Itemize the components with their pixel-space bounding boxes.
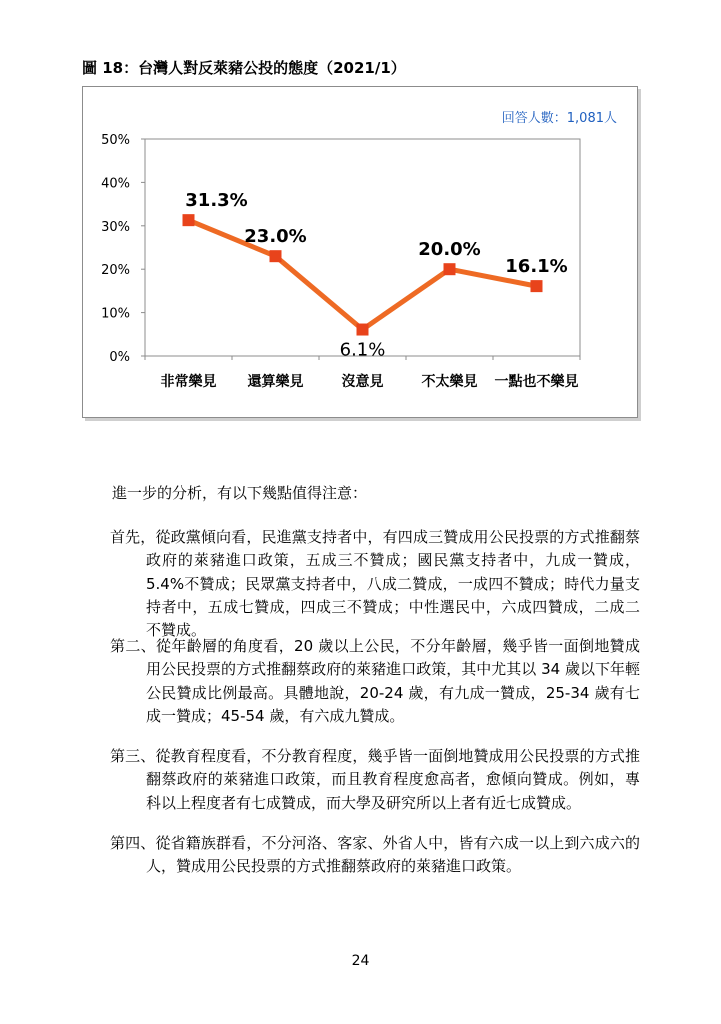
page-number: 24 <box>351 953 370 969</box>
x-tick-label: 沒意見 <box>341 374 384 390</box>
respondents-count: 回答人數：1,081人 <box>501 111 617 126</box>
figure-title: 圖 18：台灣人對反萊豬公投的態度（2021/1） <box>82 59 406 77</box>
item-text: 從省籍族群看，不分河洛、客家、外省人中，皆有六成一以上到六成六的人，贊成用公民投票的方式推翻蔡政府的萊豬進口政策。 <box>146 834 640 876</box>
item-text: 從教育程度看，不分教育程度，幾乎皆一面倒地贊成用公民投票的方式推翻蔡政府的萊豬進口政策，而且教育程度愈高者，愈傾向贊成。例如，專科以上程度者有七成贊成，而大學及研究所以上者有近七成贊成。 <box>146 747 640 812</box>
y-tick-label: 20% <box>101 263 130 279</box>
y-tick-label: 50% <box>101 133 130 148</box>
analysis-item-3 <box>110 745 640 815</box>
x-tick-label: 非常樂見 <box>160 374 217 390</box>
item-label: 第三、 <box>110 747 156 765</box>
item-label: 第四、 <box>110 834 156 852</box>
item-label: 首先， <box>110 528 156 546</box>
x-tick-label: 不太樂見 <box>421 374 478 390</box>
analysis-item-2 <box>110 635 640 728</box>
item-label: 第二、 <box>110 637 157 655</box>
data-point <box>531 280 543 292</box>
analysis-item-1 <box>110 526 640 642</box>
data-point <box>183 214 195 226</box>
data-label: 20.0% <box>418 239 481 261</box>
data-label: 23.0% <box>244 226 307 248</box>
data-label: 16.1% <box>505 256 568 278</box>
analysis-intro: 進一步的分析，有以下幾點值得注意： <box>112 484 368 502</box>
item-text: 從政黨傾向看，民進黨支持者中，有四成三贊成用公民投票的方式推翻蔡政府的萊豬進口政策，五成三不贊成；國民黨支持者中，九成一贊成，5.4%不贊成；民眾黨支持者中，八成二贊成，一成四不贊成；時代力量支持者中，五成七贊成，四成三不贊成；中性選民中，六成四贊成，二成二不贊成。 <box>146 528 640 640</box>
analysis-item-4 <box>110 832 640 879</box>
y-tick-label: 0% <box>109 350 130 365</box>
line-chart <box>83 87 636 416</box>
data-label: 31.3% <box>185 190 248 212</box>
series-line <box>189 220 537 329</box>
data-label: 6.1% <box>339 339 386 361</box>
y-tick-label: 10% <box>101 306 130 322</box>
data-point <box>357 324 369 336</box>
chart-frame <box>82 86 638 418</box>
item-text: 從年齡層的角度看，20 歲以上公民，不分年齡層，幾乎皆一面倒地贊成用公民投票的方式推翻蔡政府的萊豬進口政策，其中尤其以 34 歲以下年輕公民贊成比例最高。具體地說，20-24 歲，有九成一贊成，25-34 歲有七成一贊成；45-54 歲，有六成九贊成。 <box>146 637 640 725</box>
y-tick-label: 30% <box>101 219 130 235</box>
data-point <box>270 250 282 262</box>
plot-area <box>145 139 580 356</box>
x-tick-label: 還算樂見 <box>247 374 304 390</box>
x-tick-label: 一點也不樂見 <box>494 374 579 390</box>
y-tick-label: 40% <box>101 176 130 192</box>
data-point <box>444 263 456 275</box>
